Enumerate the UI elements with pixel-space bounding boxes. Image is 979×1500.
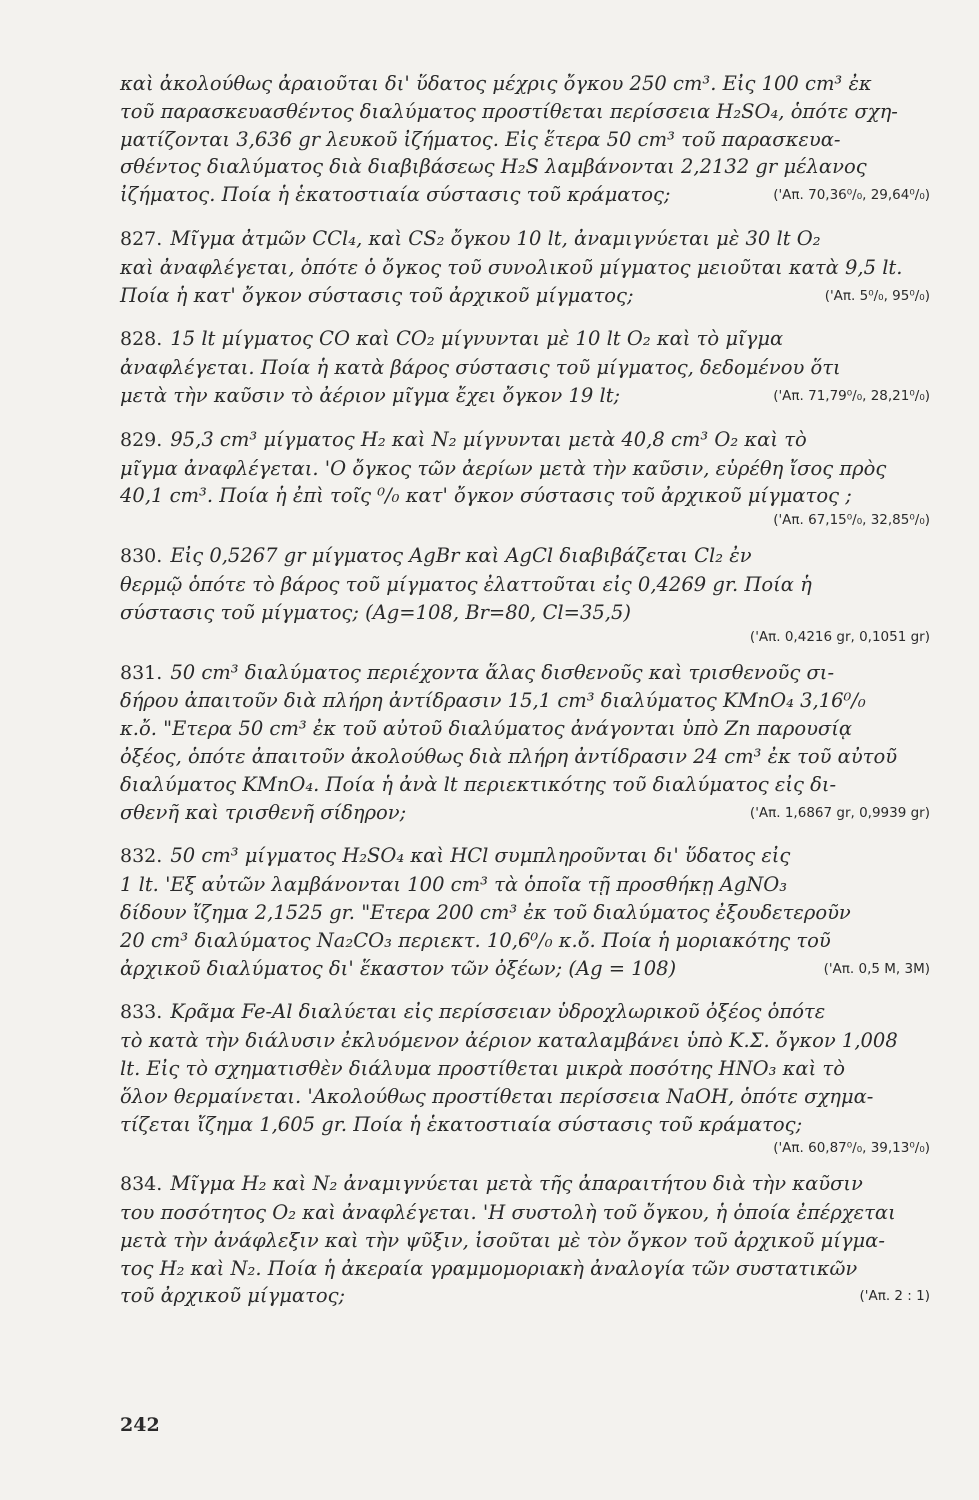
text-line: καὶ ἀκολούθως ἀραιοῦται δι' ὕδατος μέχρις ὄγκου 250 cm³. Εἰς 100 cm³ ἐκ	[120, 72, 872, 95]
text-line	[120, 282, 930, 310]
problem-number: 831.	[120, 661, 163, 684]
text-line-content: Μῖγμα ἀτμῶν CCl₄, καὶ CS₂ ὄγκου 10 lt, ἀναμιγνύεται μὲ 30 lt O₂	[170, 226, 821, 250]
answer: ('Απ. 67,15⁰/₀, 32,85⁰/₀)	[773, 512, 930, 529]
text-line: τος H₂ καὶ N₂. Ποία ἡ ἀκεραία γραμμομοριακὴ ἀναλογία τῶν συστατικῶν	[120, 1256, 858, 1280]
text-line: ὅλον θερμαίνεται. 'Ακολούθως προστίθεται περίσσεια NaOH, ὁπότε σχημα-	[120, 1084, 874, 1108]
problem-number: 834.	[120, 1173, 163, 1196]
text-line: καὶ ἀναφλέγεται, ὁπότε ὁ ὄγκος τοῦ συνολικοῦ μίγματος μειοῦται κατὰ 9,5 lt.	[120, 255, 903, 279]
text-line	[120, 842, 930, 871]
text-line-content: 15 lt μίγματος CO καὶ CO₂ μίγνυνται μὲ 10 lt O₂ καὶ τὸ μῖγμα	[170, 327, 784, 351]
text-line	[120, 799, 930, 827]
text-line: τίζεται ἴζημα 1,605 gr. Ποία ἡ ἑκατοστιαία σύστασις τοῦ κράματος;	[120, 1112, 803, 1136]
text-line: διαλύματος KMnO₄. Ποία ἡ ἀνὰ lt περιεκτικότης τοῦ διαλύματος εἰς δι-	[120, 772, 837, 796]
text-line	[120, 181, 930, 209]
text-line	[120, 426, 930, 455]
problem-828	[120, 325, 930, 409]
text-line: κ.ὄ. "Ετερα 50 cm³ ἐκ τοῦ αὐτοῦ διαλύματος ἀνάγονται ὑπὸ Zn παρουσίᾳ	[120, 717, 853, 741]
text-line	[120, 382, 930, 410]
problem-number: 830.	[120, 545, 163, 568]
problem-833	[120, 998, 930, 1160]
problem-number: 829.	[120, 428, 163, 451]
problem-827	[120, 225, 930, 309]
text-line: σύστασις τοῦ μίγματος; (Ag=108, Br=80, Cl=35,5)	[120, 600, 631, 624]
text-line: 20 cm³ διαλύματος Na₂CO₃ περιεκτ. 10,6⁰/₀ κ.ὄ. Ποία ἡ μοριακότης τοῦ	[120, 928, 831, 952]
text-line	[120, 225, 930, 254]
answer: ('Απ. 2 : 1)	[859, 1288, 930, 1305]
problem-831	[120, 659, 930, 827]
problem-829	[120, 426, 930, 532]
text-line: ματίζονται 3,636 gr λευκοῦ ἰζήματος. Εἰς ἕτερα 50 cm³ τοῦ παρασκευα-	[120, 127, 841, 151]
problem-number: 832.	[120, 845, 163, 868]
text-line: του ποσότητος O₂ καὶ ἀναφλέγεται. 'Η συστολὴ τοῦ ὄγκου, ἡ ὁποία ἐπέρχεται	[120, 1201, 896, 1225]
text-line: τοῦ παρασκευασθέντος διαλύματος προστίθεται περίσσεια H₂SO₄, ὁπότε σχη-	[120, 99, 898, 123]
text-line: μετὰ τὴν ἀνάφλεξιν καὶ τὴν ψῦξιν, ἰσοῦται μὲ τὸν ὄγκον τοῦ ἀρχικοῦ μίγμα-	[120, 1228, 885, 1252]
text-line-content: 50 cm³ διαλύματος περιέχοντα ἅλας δισθενοῦς καὶ τρισθενοῦς σι-	[170, 660, 835, 684]
text-line	[120, 659, 930, 688]
text-line: ὀξέος, ὁπότε ἀπαιτοῦν ἀκολούθως διὰ πλήρη ἀντίδρασιν 24 cm³ ἐκ τοῦ αὐτοῦ	[120, 744, 898, 768]
answer: ('Απ. 5⁰/₀, 95⁰/₀)	[824, 287, 930, 304]
text-line-content: Εἰς 0,5267 gr μίγματος AgBr καὶ AgCl διαβιβάζεται Cl₂ ἐν	[170, 544, 752, 568]
text-line: lt. Εἰς τὸ σχηματισθὲν διάλυμα προστίθεται μικρὰ ποσότης HNO₃ καὶ τὸ	[120, 1056, 845, 1080]
text-line: σθέντος διαλύματος διὰ διαβιβάσεως H₂S λαμβάνονται 2,2132 gr μέλανος	[120, 155, 867, 179]
text-line-content: Κρᾶμα Fe-Al διαλύεται εἰς περίσσειαν ὑδροχλωρικοῦ ὀξέος ὁπότε	[170, 1000, 826, 1024]
text-line: 1 lt. 'Εξ αὐτῶν λαμβάνονται 100 cm³ τὰ ὁποῖα τῇ προσθήκῃ AgNO₃	[120, 873, 788, 897]
answer: ('Απ. 71,79⁰/₀, 28,21⁰/₀)	[773, 387, 930, 404]
text-line: 40,1 cm³. Ποία ἡ ἐπὶ τοῖς ⁰/₀ κατ' ὄγκον σύστασις τοῦ ἀρχικοῦ μίγματος ;	[120, 484, 852, 508]
text-line	[120, 955, 930, 983]
text-line	[120, 542, 930, 571]
answer: ('Απ. 70,36⁰/₀, 29,64⁰/₀)	[773, 187, 930, 204]
intro-paragraph	[120, 70, 930, 209]
text-line	[120, 998, 930, 1027]
text-line	[120, 1282, 930, 1310]
text-line	[120, 1170, 930, 1199]
problem-834	[120, 1170, 930, 1310]
text-line-content: 95,3 cm³ μίγματος H₂ καὶ N₂ μίγνυνται μετὰ 40,8 cm³ O₂ καὶ τὸ	[170, 427, 807, 451]
problem-number: 828.	[120, 328, 163, 351]
text-line-content: τοῦ ἀρχικοῦ μίγματος;	[120, 1284, 346, 1308]
answer: ('Απ. 0,4216 gr, 0,1051 gr)	[749, 628, 930, 645]
problem-832	[120, 842, 930, 982]
problem-830	[120, 542, 930, 648]
problem-number: 833.	[120, 1001, 163, 1024]
text-line-content: 50 cm³ μίγματος H₂SO₄ καὶ HCl συμπληροῦνται δι' ὕδατος εἰς	[170, 844, 791, 868]
page-number: 242	[120, 1414, 160, 1436]
answer: ('Απ. 0,5 M, 3M)	[823, 960, 930, 977]
text-line: δίδουν ἴζημα 2,1525 gr. "Ετερα 200 cm³ ἐκ τοῦ διαλύματος ἐξουδετεροῦν	[120, 900, 851, 924]
text-line-content: μετὰ τὴν καῦσιν τὸ ἀέριον μῖγμα ἔχει ὄγκον 19 lt;	[120, 383, 621, 407]
text-line: τὸ κατὰ τὴν διάλυσιν ἐκλυόμενον ἀέριον καταλαμβάνει ὑπὸ Κ.Σ. ὄγκον 1,008	[120, 1029, 898, 1053]
answer: ('Απ. 60,87⁰/₀, 39,13⁰/₀)	[773, 1140, 930, 1157]
text-line-content: ἀρχικοῦ διαλύματος δι' ἕκαστον τῶν ὀξέων; (Ag = 108)	[120, 956, 677, 980]
text-line: θερμῷ ὁπότε τὸ βάρος τοῦ μίγματος ἐλαττοῦται εἰς 0,4269 gr. Ποία ἡ	[120, 572, 812, 596]
text-line-content: Ποία ἡ κατ' ὄγκον σύστασις τοῦ ἀρχικοῦ μίγματος;	[120, 283, 634, 307]
text-line-content: ἰζήματος. Ποία ἡ ἑκατοστιαία σύστασις τοῦ κράματος;	[120, 183, 671, 207]
text-line: ἀναφλέγεται. Ποία ἡ κατὰ βάρος σύστασις τοῦ μίγματος, δεδομένου ὅτι	[120, 356, 841, 380]
page-content	[120, 70, 930, 1310]
text-line-content: σθενῆ καὶ τρισθενῆ σίδηρον;	[120, 800, 407, 824]
text-line: μῖγμα ἀναφλέγεται. 'Ο ὄγκος τῶν ἀερίων μετὰ τὴν καῦσιν, εὑρέθη ἴσος πρὸς	[120, 456, 887, 480]
problem-number: 827.	[120, 227, 163, 250]
text-line-content: Μῖγμα H₂ καὶ N₂ ἀναμιγνύεται μετὰ τῆς ἀπαραιτήτου διὰ τὴν καῦσιν	[170, 1172, 863, 1196]
text-line: δήρου ἀπαιτοῦν διὰ πλήρη ἀντίδρασιν 15,1 cm³ διαλύματος KMnO₄ 3,16⁰/₀	[120, 689, 866, 713]
answer: ('Απ. 1,6867 gr, 0,9939 gr)	[749, 804, 930, 821]
text-line	[120, 325, 930, 354]
